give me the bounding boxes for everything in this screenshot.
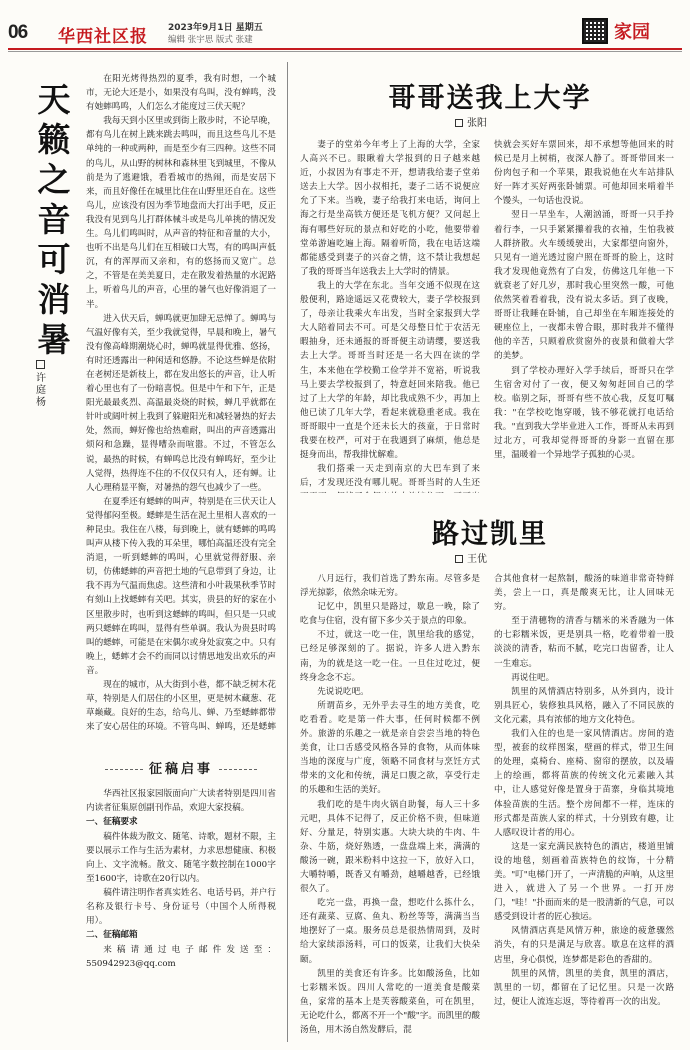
byline-box-icon <box>36 360 45 369</box>
notice-paragraph: 稿件体裁为散文、随笔、诗歌，题材不限，主要以展示工作与生活为素材，力求思想健康、积极向上、文字流畅。散文、随笔字数控制在1000字至1600字，诗歌在20行以内。 <box>86 832 276 884</box>
article-byline <box>455 550 487 565</box>
byline-box-icon <box>455 119 463 127</box>
paragraph: 我们入住的也是一家风情酒店。房间的造型，被套的纹样图案，壁画的样式，带卫生间的处理，桌椅台、座椅、窗帘的摆放，以及墙上的绘画，都将苗族的传统文化元素融入其中，让人感觉好像是置身于苗寨，身临其境地体验苗族的生活。整个房间都不一样，连床的形式都是苗族人家的样式，十分别致有趣，让人感叹设计者的用心。 <box>494 729 674 838</box>
paragraph: 合其他食材一起熬制，酸汤的味道非常奇特鲜美，尝上一口，真是酸爽无比，让人回味无穷。 <box>494 574 674 613</box>
title-char: 天 <box>37 80 71 119</box>
header-divider <box>8 48 682 50</box>
left-article-byline <box>36 360 50 409</box>
paragraph: 不过，就这一吃一住，凯里给我的感觉，已经足够深刻的了。据说，许多人进入黔东南，为的就是这一吃一住。一旦住过吃过，便终身念念不忘。 <box>300 630 480 683</box>
page-number: 06 <box>8 22 28 43</box>
notice-title: 征稿启事 <box>86 758 276 777</box>
author-name: 许庭杨 <box>36 373 46 408</box>
paragraph: 现在的城市，从大街到小巷，都不缺乏树木花草，特别是人们居住的小区里，更是树木藏葱、花草巅藏。良好的生态，给鸟儿、蝉、乃至蟋蟀都带来了安心居住的环境。不管鸟叫、蝉鸣，还是蟋蟀 <box>86 680 276 732</box>
article-column <box>494 138 674 493</box>
paragraph: 快就会买好车票回来，却不承想等他回来的时候已是月上树梢，夜深人静了。哥哥带回来一份肉包子和一个苹果，跟我说他在火车站排队好一阵才买好两张卧铺票。可他却回来啃着半个馒头，一句话也没说。 <box>494 140 674 207</box>
paragraph: 在阳光烤得热烈的夏季，我有时想，一个城市，无论大还是小，如果没有鸟叫，没有蝉鸣，没有她蟀鸣鸣，人们怎么才能度过三伏天呢？ <box>86 74 276 113</box>
left-article-body <box>86 72 276 732</box>
header-divider-thin <box>8 51 682 52</box>
paragraph: 我们搭乘一天走到南京的大巴车到了来后，才发现还没有哪儿呢。哥哥当时的人生还 <box>300 464 480 489</box>
article-title: 路过凯里 <box>432 519 548 550</box>
notice-email: 来稿请通过电子邮件发送至：550942923@qq.com <box>86 945 276 969</box>
notice-paragraph: 稿件请注明作者真实姓名、电话号码，并户行名称及银行卡号、身份证号（中国个人所得税用）。 <box>86 888 276 926</box>
notice-heading: 二、征稿邮箱 <box>86 930 138 940</box>
article-column <box>300 138 480 493</box>
column-divider <box>287 62 288 1042</box>
paragraph: 先说说吃吧。 <box>317 686 369 697</box>
paragraph: 我们吃的是牛肉火锅自助餐，每人三十多元吧，具体不记得了，反正价格不贵，但味道好、分量足，特别实惠。大块大块的牛肉、牛杂、牛筋，烧好熟透，一盘盘端上来，满满的酸汤一碗，跟米粉料中这拉一下，放好入口，大嚼特嚼，既香又有嚼劲，越嚼越香，已经饿很久了。 <box>300 799 480 895</box>
editor-credits: 编辑 张宇思 版式 张建 <box>168 35 253 45</box>
qr-code-icon <box>582 18 608 44</box>
notice-intro: 华西社区报家园版面向广大读者特别是四川省内读者征集原创副刊作品，欢迎大家投稿。 <box>86 789 276 813</box>
title-char: 籁 <box>37 120 71 159</box>
issue-date: 2023年9月1日 星期五 <box>168 23 263 33</box>
paragraph: 风情酒店真是风情万种，旅途的疲惫骤然消失，有的只是满足与欣喜。歇息在这样的酒店里，身心俱悦，连梦都是彩色的香甜的。 <box>494 926 674 965</box>
page-header <box>0 0 690 56</box>
issue-info <box>168 22 263 46</box>
paragraph: 凯里的风情，凯里的美食，凯里的酒店，凯里的一切，都留在了记忆里。只是一次路过，便让人流连忘返，等待着再一次的出发。 <box>494 968 674 1007</box>
paragraph: 凯里的美食还有许多。比如酸汤鱼，比如七彩糯米饭。四川人常吃的一道美食是酸菜鱼，家常的基本上是芙蓉酸菜鱼，可在凯里，无论吃什么，都离不开一个"酸"字。而凯里的酸汤鱼，用木汤自然发酵后，混 <box>300 968 480 1035</box>
paragraph: 所谓苗乡，无外乎去寻生的地方美食，吃吃看看。吃是第一件大事，任何时候都不例外。旅游的乐趣之一就是亲自尝尝当地的特色美食，让口舌感受风格各异的食物，从而体味当地的深度与广度，领略不同食材与烹饪方式带来的文化和传统，满足口腹之欲，享受行走的乐趣和生活的美好。 <box>300 700 480 796</box>
article-column <box>494 572 674 1042</box>
paragraph: 进入伏天后，蝉鸣就更加肆无忌惮了。蝉鸣与气温好像有关，至少我就觉得，早晨和晚上，暑气没有像高峰期潮烧心时，蝉鸣就显得优雅、悠扬，有时还透露出一种闲适和悠静。不论这些蝉是依附在老树还是新枝上，都在发出悠长的声音，让人听着心里也有了一份暗喜悦。但是中午和下午，正是阳光最最炙烈、高温最炎烧的时候，蝉几乎就都在针叶或阔叶树上我到了躲避阳光和减轻暑热的好去处，然而，蝉好像也给热难耐，叫出的声音透露出烦闷和急躁，显得嘈杂而喧嚣。不过，不管怎么说，最热的时候，有蝉鸣总比没有蝉鸣好，至少让人觉得，热得连不住的不仅仅只有人，还有蝉。让人心理稍显平衡，对暑热的怨气也减少了一些。 <box>86 313 276 493</box>
title-char: 消 <box>37 280 71 319</box>
paragraph: 翌日一早坐车，人潮汹涌，哥哥一只手拎着行李，一只手紧紧攥着我的衣袖，生怕我被人群挤散。火车缓缓驶出，大家都望向窗外，只见有一道光透过窗户照在哥哥的脸上，这时我才发现他竟然有了白发，仿佛这几年他一下就衰老了好几岁，那时我心里突然一酸，可他依然笑着看着我，没有说太多话。到了夜晚，哥哥让我睡在卧铺，自己却坐在车厢连接处的硬座位上，一夜都未曾合眼，那时我并不懂得他的辛苦，只顾着欣赏窗外的夜景和做着大学的美梦。 <box>494 210 674 362</box>
call-for-submissions <box>86 758 276 1043</box>
article-byline <box>455 114 487 129</box>
article-title: 哥哥送我上大学 <box>388 83 592 114</box>
left-article-title <box>28 80 80 360</box>
paragraph: 至于清穗物的清香与糯米的米香融为一体的七彩糯米饭，更是别具一格，吃着带着一股淡淡的清香，粘而不腻，吃完口齿留香，让人一生难忘。 <box>494 616 674 669</box>
paragraph: 八月远行，我们首选了黔东南。尽管多是浮光掠影，依然余味无穷。 <box>300 574 480 599</box>
paragraph: 我上的大学在东北。当年交通不似现在这般便利，路途遥远又花费较大，妻子学校报到了，母亲让我乘火车出发，当时全家报到大学大人陪着同去不可。可是父母整日忙于农活无暇抽身，还未通报的哥哥便主动请缨，要送我去上大学。哥哥当时还是一名大四在读的学生，本来他在学校勤工俭学并不宽裕，听说我马上要去学校报到了，特意赶回来陪我。他已过了上大学的年龄，却比我成熟不少，再加上他已读了几年大学，看起来就稳重老成。我在哥哥眼中一直是个还未长大的孩童，于日常时我要在校严，可对于在我遇到了麻烦，他总是挺身而出，帮我排忧解难。 <box>300 280 480 461</box>
title-char: 之 <box>37 160 71 199</box>
title-char: 音 <box>37 200 71 239</box>
title-char: 可 <box>37 240 71 279</box>
paragraph: 在夏季还有蟋蟀的叫声，特别是在三伏天让人觉得郁闷至极。蟋蟀是生活在泥土里相人喜欢的一种昆虫。我住在八楼，每到晚上，就有蟋蟀的鸣鸣叫声从楼下传入我的耳朵里，哪怕高温还没有完全消退，一听到蟋蟀的鸣叫，心里就觉得舒服、亲切，仿佛蟋蟀的声音把土地的气息带到了身边，让我不再为气温而焦虑。这些清和小叶栽果秋季节时有刻山上找蟋蟀有关吧。其实，贵县的好的家在小区里散步时，也听到这蟋蟀的鸣叫，但只是一只或两只蟋蟀在鸣叫，显得有些单调。我认为贵县时鸣叫的蟋蟀，可能是在宋偶尔或身处寂寞之中。只有晚上，蟋蟀才会不约而同以讨情思地发出欢乐的声音。 <box>86 496 276 676</box>
paragraph: 吃完一盘，再换一盘，想吃什么拣什么，还有蔬菜、豆腐、鱼丸、粉丝等等，满满当当地摆好了一桌。服务员总是很热情周到，及时给大家续添汤料，可口的饭菜，让我们大快朵颐。 <box>300 898 480 965</box>
byline-box-icon <box>455 555 463 563</box>
paragraph: 凯里的风情酒店特别多，从外到内，设计别具匠心，装修独具风格，融入了不同民族的文化元素，具有浓郁的地方文化特色。 <box>494 686 674 725</box>
author-name: 张阳 <box>467 118 487 129</box>
author-name: 王优 <box>467 554 487 565</box>
paragraph: 妻子的堂弟今年考上了上海的大学，全家人高兴不已。眼瞅着大学报到的日子越来越近，小叔因为有事走不开，想请我给妻子堂弟送去上大学。因小叔相托，妻子二话不说便应允了下来。当晚，妻子给我打来电话，询问上海之行是坐高铁方便还是飞机方便？又问起上海有哪些好玩的景点和好吃的小吃，他要带着堂弟游遍吃遍上海。隔着听筒，我在电话这端都能感受到妻子的兴奋之情，这不禁让我想起了我的哥哥当年送我去上大学时的情景。 <box>300 140 480 277</box>
section-name: 家园 <box>614 22 650 43</box>
title-char: 暑 <box>37 320 71 359</box>
notice-heading: 一、征稿要求 <box>86 817 138 827</box>
paragraph: 这是一家充满民族特色的酒店，楼道里铺设的地毯，刻画着苗族特色的纹饰，十分精美。"叮"电梯门开了，一声清脆的声响，从这里进入，就进入了另一个世界。一打开房门，"哇！"扑面而来的是一股清新的气息，可以感受到设计者的匠心独运。 <box>494 841 674 923</box>
paragraph: 记忆中，凯里只是路过，歇息一晚，除了吃食与住宿，没有留下多少关于景点的印象。 <box>300 602 480 627</box>
article-column <box>300 572 480 1042</box>
paragraph: 再说住吧。 <box>511 672 555 683</box>
paragraph: 我每天到小区里或到街上散步时，不论早晚，都有鸟儿在树上跳来跳去鸣叫，而且这些鸟儿不是单纯的一种或两种，而是至少有三四种。这些不同的鸟儿，从山野的树林和森林里飞到城里，不像从前是为了逃避饿，看看城市的热闹，而是安居下来，而且好像任在城里比住在山野里还自在。这些鸟儿，应该没有因为季节地盘而大打出手吧，反正我没有见到鸟儿打群体械斗或是鸟儿单挑的情况发生。鸟儿们鸣叫时，从声音的特征和音量的大小，也听不出是鸟儿们在互相破口大骂，有的鸣叫声低沉，有的浑厚而又亲和，有的悠扬而又宽广。总之，不管是在美美夏日，走在散发着热量的水泥路上，听着鸟儿的声音，心里的暑气也好像消退了一半。 <box>86 116 276 310</box>
paragraph: 到了学校办理好入学手续后，哥哥只在学生宿舍对付了一夜，便又匆匆赶回自己的学校。临别之际，哥哥有些不放心我，反复叮嘱我："在学校吃饱穿暖，钱不够花就打电话给我。"直到我大学毕业进入工作，哥哥从未再到过北方，可我却觉得哥哥的身影一直留在那里，温暖着一个异地学子孤独的心灵。 <box>494 365 674 461</box>
newspaper-brand: 华西社区报 <box>58 27 148 47</box>
